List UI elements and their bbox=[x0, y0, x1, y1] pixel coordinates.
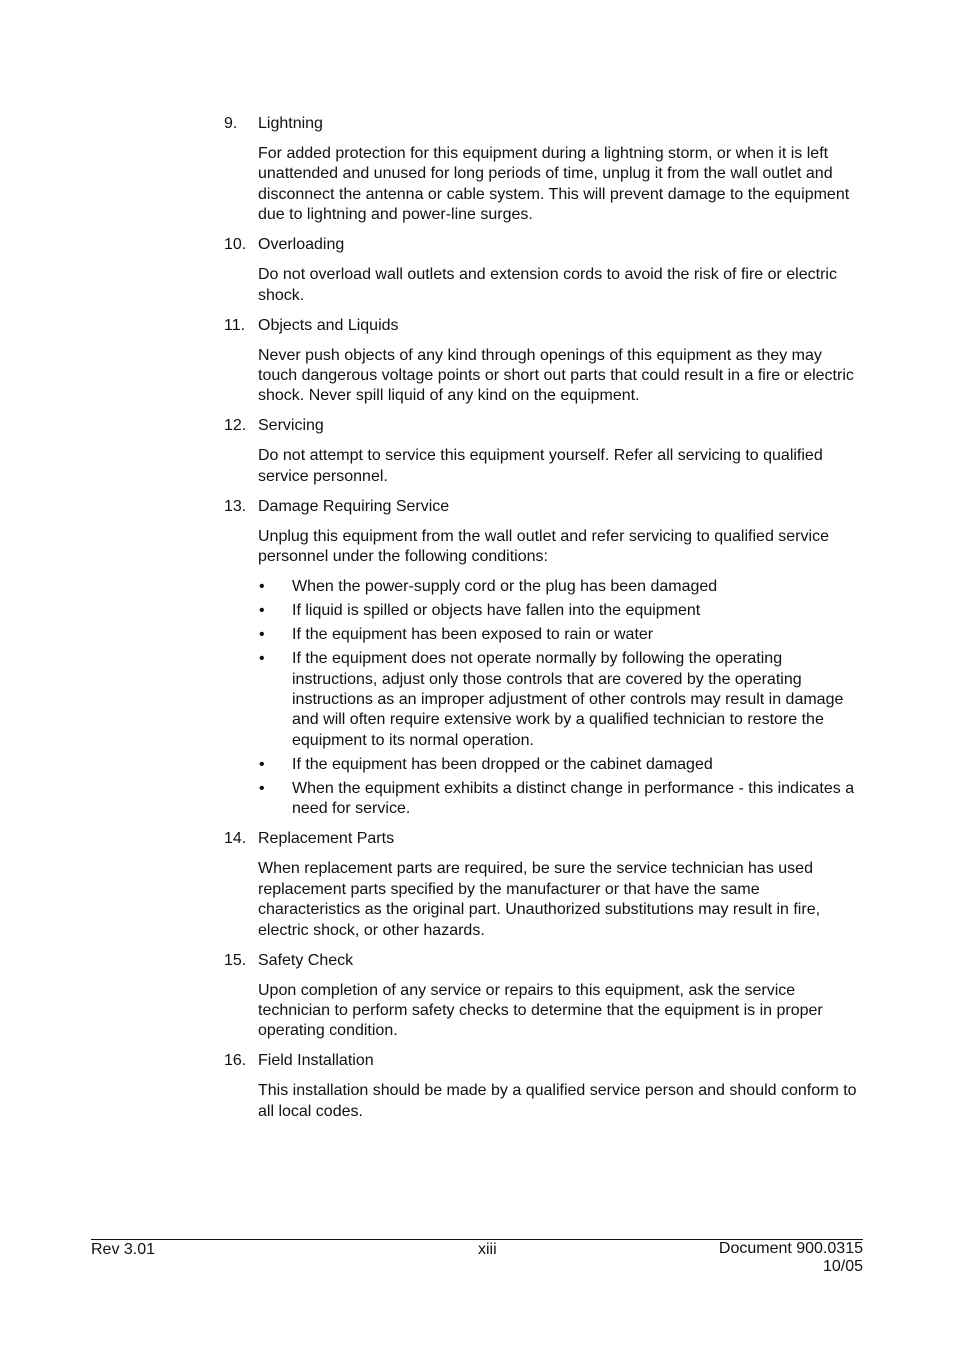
item-number: 16. bbox=[224, 1052, 247, 1070]
list-item bbox=[258, 625, 864, 645]
safety-instructions bbox=[224, 114, 864, 1132]
item-title: Objects and Liquids bbox=[258, 316, 399, 334]
list-item-text: If the equipment has been dropped or the cabinet damaged bbox=[292, 755, 713, 773]
list-item bbox=[258, 649, 864, 751]
item-body: Unplug this equipment from the wall outlet and refer servicing to qualified service personnel under the following conditions: bbox=[258, 527, 829, 566]
item-title: Lightning bbox=[258, 115, 323, 132]
item-body: This installation should be made by a qualified service person and should conform to all local codes. bbox=[258, 1082, 857, 1120]
item-body: Upon completion of any service or repairs to this equipment, ask the service technician to perform safety checks to determine that the equipment is in proper operating condition. bbox=[258, 981, 823, 1040]
list-item-text: If liquid is spilled or objects have fallen into the equipment bbox=[292, 602, 701, 620]
item-title: Replacement Parts bbox=[258, 830, 395, 848]
item-number: 10. bbox=[224, 236, 247, 254]
bullet-icon: • bbox=[259, 626, 265, 644]
item-number: 11. bbox=[224, 316, 246, 334]
instruction-item-16 bbox=[224, 1051, 864, 1122]
list-item-text: When the power-supply cord or the plug has been damaged bbox=[292, 578, 718, 596]
item-body: For added protection for this equipment during a lightning storm, or when it is left unattended and unused for long periods of time, unplug it from the wall outlet and disconnect the antenna or cable system. This will prevent damage to the equipment due to lightning and power-line surges. bbox=[258, 145, 850, 224]
bullet-icon: • bbox=[259, 602, 265, 620]
list-item bbox=[258, 779, 864, 820]
item-body: When replacement parts are required, be sure the service technician has used replacement parts specified by the manufacturer or that have the same characteristics as the original part. Unauthorized substitutions may result in fire, electric shock, or other hazards. bbox=[258, 860, 821, 939]
instruction-item-12 bbox=[224, 416, 864, 487]
bullet-icon: • bbox=[259, 755, 265, 773]
instruction-item-9 bbox=[224, 114, 864, 226]
item-number: 15. bbox=[224, 951, 247, 969]
bullet-icon: • bbox=[259, 650, 265, 668]
item-number: 12. bbox=[224, 417, 247, 435]
footer-date: 10/05 bbox=[822, 1258, 863, 1275]
list-item-text: If the equipment has been exposed to rain or water bbox=[292, 626, 654, 644]
item-title: Safety Check bbox=[258, 951, 354, 969]
item-body: Do not overload wall outlets and extension cords to avoid the risk of fire or electric shock. bbox=[258, 266, 837, 304]
instruction-item-10 bbox=[224, 235, 864, 306]
bullet-icon: • bbox=[259, 779, 265, 797]
footer-page-number: xiii bbox=[478, 1241, 497, 1258]
bullet-icon: • bbox=[259, 578, 265, 596]
list-item-text: When the equipment exhibits a distinct change in performance - this indicates a need for service. bbox=[292, 779, 855, 818]
item-title: Servicing bbox=[258, 417, 324, 435]
list-item bbox=[258, 755, 864, 775]
list-item bbox=[258, 601, 864, 621]
item-title: Damage Requiring Service bbox=[258, 497, 450, 515]
item-body: Do not attempt to service this equipment yourself. Refer all servicing to qualified service personnel. bbox=[258, 447, 823, 485]
instruction-item-14 bbox=[224, 829, 864, 941]
footer-document-info bbox=[719, 1240, 863, 1276]
item-title: Overloading bbox=[258, 236, 345, 254]
item-number: 14. bbox=[224, 830, 247, 848]
footer-revision: Rev 3.01 bbox=[91, 1241, 156, 1258]
item-number: 9. bbox=[224, 115, 238, 132]
item-body: Never push objects of any kind through openings of this equipment as they may touch dangerous voltage points or short out parts that could result in a fire or electric shock. Never spill liquid of any kind on the equipment. bbox=[258, 346, 854, 405]
instruction-item-13 bbox=[224, 497, 864, 820]
footer-document-number: Document 900.0315 bbox=[718, 1240, 863, 1257]
instruction-item-11 bbox=[224, 316, 864, 407]
item-number: 13. bbox=[224, 497, 247, 515]
condition-list bbox=[258, 577, 864, 819]
list-item bbox=[258, 577, 864, 597]
instruction-item-15 bbox=[224, 951, 864, 1042]
item-title: Field Installation bbox=[258, 1052, 374, 1070]
list-item-text: If the equipment does not operate normally by following the operating instructions, adjust only those controls that are covered by the operating instructions as an improper adjustment of other controls may result in damage and will often require extensive work by a qualified technician to restore the equipment to its normal operation. bbox=[292, 650, 844, 749]
